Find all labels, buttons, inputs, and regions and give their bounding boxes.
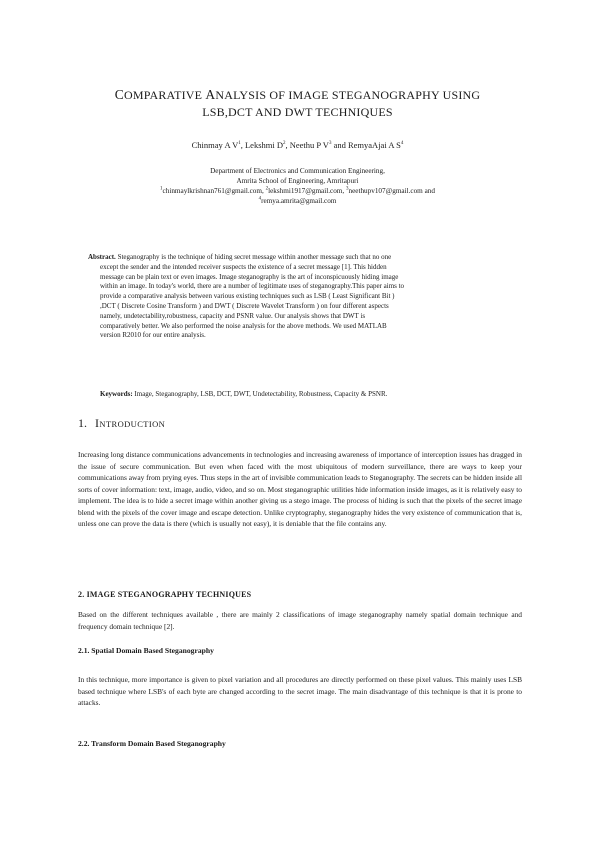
affiliation-emails: $^1$chinmaylkrishnan761@gmail.com, $^2$lekshmi1917@gmail.com, $^3$neethupv107@gmail.com and bbox=[160, 186, 435, 195]
abstract-line: provide a comparative analysis between various existing techniques such as LSB ( Least Significant Bit ) bbox=[100, 292, 395, 301]
affiliation-dept: Department of Electronics and Communication Engineering, bbox=[210, 167, 385, 175]
section-2-heading: 2. IMAGE STEGANOGRAPHY TECHNIQUES bbox=[78, 590, 252, 599]
abstract-line: comparatively better. We also performed the noise analysis for the above methods. We used MATLAB bbox=[100, 321, 387, 330]
abstract-label: Abstract. bbox=[88, 253, 116, 261]
affiliation-school: Amrita School of Engineering, Amritapuri bbox=[236, 177, 359, 185]
section-2-1-text: In this technique, more importance is given to pixel variation and all procedures are directly performed on these pixel values. This mainly uses LSB based technique where LSB's of each byte are changed according to the secret image. The main disadvantage of this technique is that it is prone to attacks. bbox=[78, 675, 522, 707]
abstract bbox=[88, 253, 502, 341]
email-link[interactable]: remya.amrita@gmail.com bbox=[261, 197, 337, 205]
affiliation-email-4: $^4$remya.amrita@gmail.com bbox=[258, 196, 337, 205]
email-link[interactable]: chinmaylkrishnan761@gmail.com, bbox=[162, 187, 266, 195]
keywords bbox=[100, 390, 520, 398]
author-name: RemyaAjai A S bbox=[347, 140, 401, 150]
abstract-line: within an image. In today's world, there are a number of legitimate uses of steganography.This paper aims to bbox=[100, 282, 405, 291]
title-line-2: LSB,DCT AND DWT TECHNIQUES bbox=[202, 105, 393, 119]
abstract-line: message can be plain text or even images. Image steganography is the art of inconspicuously hiding image bbox=[100, 272, 399, 281]
author-name: Chinmay A V bbox=[191, 140, 239, 150]
section-2-2-heading: 2.2. Transform Domain Based Steganography bbox=[78, 739, 226, 748]
abstract-line: namely, undetectability,robustness, capacity and PSNR value. Our analysis shows that DWT is bbox=[100, 311, 366, 320]
author-name: Neethu P V bbox=[289, 140, 329, 150]
section-2-1-heading: 2.1. Spatial Domain Based Steganography bbox=[78, 646, 214, 655]
paper-title bbox=[60, 86, 535, 121]
section-2-text: Based on the different techniques available , there are mainly 2 classifications of image steganography namely spatial domain technique and frequency domain technique [2]. bbox=[78, 610, 522, 631]
keywords-label: Keywords: bbox=[100, 390, 133, 398]
email-link[interactable]: neethupv107@gmail.com and bbox=[348, 187, 435, 195]
abstract-line: ,DCT ( Discrete Cosine Transform ) and DWT ( Discrete Wavelet Transform ) on four different aspects bbox=[100, 301, 389, 310]
author-name: Lekshmi D bbox=[244, 140, 283, 150]
keywords-text: Image, Steganography, LSB, DCT, DWT, Undetectability, Robustness, Capacity & PSNR. bbox=[132, 390, 388, 398]
affiliation bbox=[100, 166, 495, 206]
title-line-1: COMPARATIVE ANALYSIS OF IMAGE STEGANOGRAPHY USING bbox=[114, 87, 481, 102]
email-link[interactable]: lekshmi1917@gmail.com, bbox=[268, 187, 346, 195]
abstract-first-line: Abstract. Steganography is the technique of hiding secret message within another message such that no one bbox=[88, 253, 392, 261]
section-1-heading: 1. INTRODUCTION bbox=[78, 416, 166, 430]
abstract-line: except the sender and the intended receiver suspects the existence of a secret message [1]. This hidden bbox=[100, 262, 387, 271]
author-list: Chinmay A $V^1$, Lekshmi $D^2$, Neethu P $V^3$ and RemyaAjai A $S^4$ bbox=[191, 140, 404, 150]
abstract-line: version R2010 for our entire analysis. bbox=[100, 331, 206, 340]
section-1-text: Increasing long distance communications advancements in technologies and increasing awareness of importance of interception issues has dragged in the issue of secure communication. But even when faced with the most ubiquitous of modern surveillance, there are ways to keep your communications away from prying eyes. Thus steps in the art of invisible communication leads to Steganography. The secrets can be hidden inside all sorts of cover information: text, image, audio, video, and so on. Most steganographic utilities hide information inside images, as it is relatively easy to implement. The idea is to hide a secret image within another giving us a stego image. The process of hiding is such that the pixels of the secret image blend with the pixels of the cover image and escape detection. Unlike cryptography, steganography hides the very existence of communication that is, unless one can prove the data is there (which is usually not easy), it is deniable that the file contains any. bbox=[78, 450, 522, 528]
